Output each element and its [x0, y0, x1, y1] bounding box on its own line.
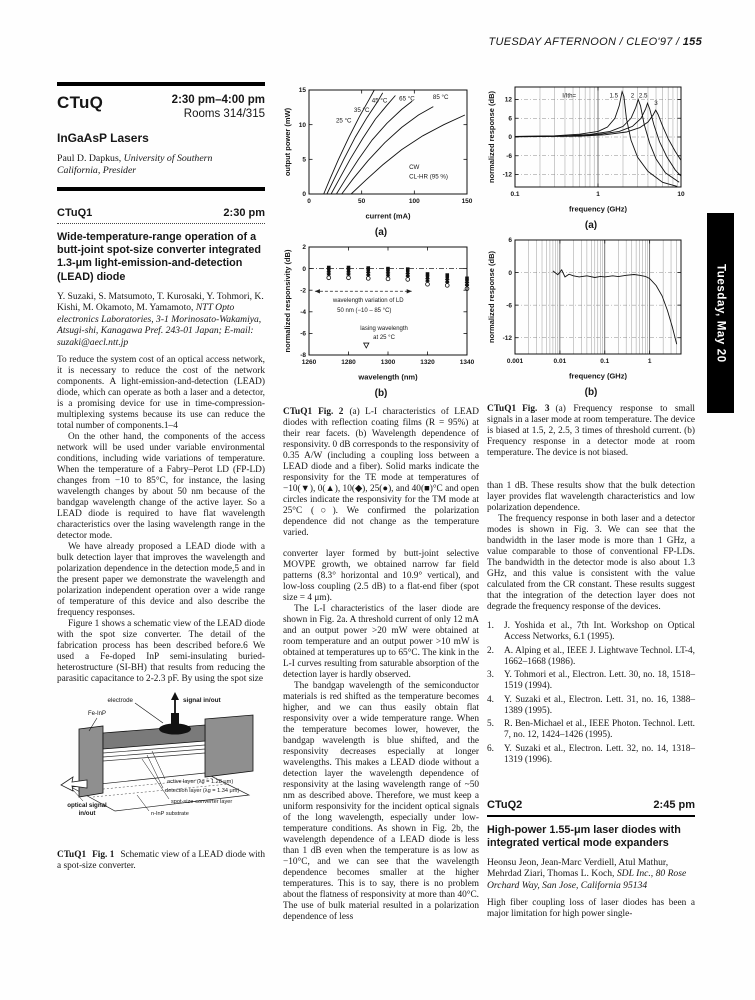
svg-text:0.001: 0.001: [506, 358, 524, 365]
talk2-body: [487, 898, 695, 920]
reference-item: [487, 744, 695, 766]
ref-text: J. Yoshida et al., 7th Int. Workshop on Optical Access Networks, 6.1 (1995).: [504, 621, 695, 642]
talk1-affiliation: NTT Opto electronics Laboratories, 3-1 Morinosato-Wakamiya, Atsugi-shi, Kanagawa Pref. 243-01 Japan; E-mail: suzaki@aecl.ntt.jp: [57, 302, 262, 348]
references: [487, 621, 695, 766]
svg-text:-12: -12: [502, 171, 512, 179]
svg-text:0.1: 0.1: [510, 191, 520, 198]
svg-text:-8: -8: [300, 352, 306, 360]
svg-text:wavelength variation of LD: wavelength variation of LD: [332, 298, 404, 305]
substrate-label: n-InP substrate: [151, 811, 189, 818]
svg-text:45 °C: 45 °C: [371, 97, 388, 105]
talk1-code: CTuQ1: [57, 207, 93, 219]
ref-text: Y. Suzaki et al., Electron. Lett. 31, no. 16, 1388–1389 (1995).: [504, 694, 695, 716]
svg-text:-6: -6: [300, 330, 306, 338]
ref-text: Y. Suzaki et al., Electron. Lett. 32, no. 14, 1318–1319 (1996).: [504, 743, 695, 765]
optical-signal-label2: in/out: [78, 810, 96, 818]
reference-item: [487, 695, 695, 717]
svg-text:35 °C: 35 °C: [353, 107, 370, 115]
talk2-section: [487, 799, 695, 921]
talk1-title: Wide-temperature-range operation of a butt-joint spot-size converter integrated 1.3-μm light-emission-and-detection (LEAD) diode: [57, 231, 261, 283]
feinp-label: Fe-InP: [87, 711, 107, 718]
electrode-label: electrode: [107, 697, 133, 705]
session-title: InGaAsP Lasers: [57, 131, 149, 145]
svg-text:0: 0: [307, 198, 311, 205]
talk1-body-left: [57, 355, 265, 685]
rule-top: [57, 82, 265, 86]
figure2a-sublabel: (a): [374, 227, 388, 238]
rule-bottom: [57, 187, 265, 191]
figure2-caption: [283, 407, 479, 539]
svg-text:1320: 1320: [420, 359, 435, 366]
day-tab: [707, 213, 734, 413]
ref-text: Y. Tohmori et al., Electron. Lett. 30, no. 18, 1518–1519 (1994).: [504, 670, 695, 691]
caption-code: CTuQ1: [57, 850, 87, 861]
figure1-caption: [57, 850, 265, 872]
svg-text:10: 10: [677, 191, 685, 198]
paragraph: Figure 1 shows a schematic view of the LEAD diode with the spot size converter. The detail of the fabrication process has been described before.6 We used a Fe-doped InP semi-insulating buried-heterostructure (SI-BH) that results from reducing the parasitic capacitance to 2-2.3 pF. By using the spot size: [57, 619, 265, 685]
svg-text:0: 0: [508, 134, 512, 142]
ref-number: 1.: [487, 621, 494, 631]
svg-text:2.5: 2.5: [638, 92, 648, 100]
ref-number: 2.: [487, 645, 494, 656]
talk2-header: [487, 799, 695, 813]
svg-text:-4: -4: [300, 309, 306, 316]
caption-fig: Fig. 3: [522, 404, 550, 414]
svg-text:2: 2: [630, 92, 635, 100]
svg-text:-6: -6: [506, 302, 512, 310]
svg-text:current (mA): current (mA): [365, 211, 411, 221]
svg-text:3: 3: [654, 100, 658, 108]
paragraph: On the other hand, the components of the access network will be used under variable environmental conditions, including wide variations of temperature. When the temperature of a Fabry–Perot LD (FP-LD) changes from −10 to 85°C, for instance, the lasing wavelength changes by about 50 nm because of the bandgap wavelength change of the active layer. So a LEAD diode is required to have flat wavelength characteristics over the lasing wavelength range in the detector mode.: [57, 432, 265, 542]
paragraph: To reduce the system cost of an optical access network, it is necessary to reduce the cost of the network components. A light-emission-and-detection (LEAD) diode, which can operate as both a laser and a detector, is a promising device for use in time-compression-multiplexing systems because its use can reduce the total number of components.1–4: [57, 355, 265, 432]
figure3a-chart: [487, 82, 695, 219]
svg-text:25 °C: 25 °C: [335, 117, 352, 125]
svg-text:0: 0: [508, 269, 512, 277]
paragraph: converter layer formed by butt-joint selective MOVPE growth, we obtained narrow far field patterns (8.3° horizontal and 10.9° vertical), and low-loss coupling (2.5 dB) to a flat-end fiber (spot size = 4 μm).: [283, 549, 479, 603]
caption-text: (a) L-I characteristics of LEAD diodes with reflection coating films (R = 95%) at their rear facets. (b) Wavelength dependence of responsivity. 0 dB corresponds to the responsivity of 0.35 A/W (including a coupling loss between a LEAD diode and a fiber). Solid marks indicate the responsivity for the TE mode at temperatures of −10(▼), 0(▲), 10(◆), 25(●), and 40(■)°C and open circles indicate the responsivity for the TM mode at 25°C (○). We confirmed the polarization dependence did not change as the temperature varied.: [283, 407, 479, 538]
session-room: Rooms 314/315: [183, 108, 265, 120]
svg-text:frequency (GHz): frequency (GHz): [569, 204, 627, 214]
ref-number: 4.: [487, 694, 494, 705]
svg-text:1260: 1260: [301, 359, 317, 366]
talk2-author-names: Heonsu Jeon, Jean-Marc Verdiell, Atul Mathur, Mehrdad Ziari, Thomas L. Koch,: [487, 856, 669, 880]
talk1-author-names: Y. Suzaki, S. Matsumoto, T. Kurosaki, Y. Tohmori, K. Kishi, M. Okamoto, M. Yamamoto,: [57, 290, 264, 314]
svg-text:wavelength (nm): wavelength (nm): [358, 372, 418, 382]
talk1-body-middle: [283, 549, 479, 923]
svg-text:10: 10: [298, 121, 306, 129]
svg-text:at 25 °C: at 25 °C: [373, 334, 395, 341]
ssc-layer-label: spot-size-converter layer: [171, 799, 233, 806]
svg-text:6: 6: [508, 115, 512, 123]
day-tab-label: Tuesday, May 20: [714, 263, 727, 363]
active-layer-label: active layer (λg = 1.28 μm): [167, 779, 234, 786]
svg-text:frequency (GHz): frequency (GHz): [569, 371, 627, 381]
svg-text:CL-HR (95 %): CL-HR (95 %): [409, 173, 448, 181]
figure3b-sublabel: (b): [584, 387, 598, 398]
reference-item: [487, 646, 695, 668]
svg-text:normalized responsivity (dB): normalized responsivity (dB): [283, 249, 292, 353]
svg-text:-12: -12: [502, 334, 512, 342]
running-head: [430, 36, 702, 48]
svg-text:CW: CW: [409, 164, 420, 172]
caption-text: Schematic view of a LEAD diode with a spot-size converter.: [57, 850, 265, 872]
svg-text:150: 150: [461, 198, 473, 205]
caption-fig: Fig. 1: [92, 850, 115, 861]
ref-number: 6.: [487, 743, 494, 754]
talk2-time: 2:45 pm: [653, 798, 695, 811]
electrode-shape: [159, 724, 191, 735]
caption-text: (a) Frequency response to small signals in a laser mode at room temperature. The device is biased at 1.5, 2, 2.5, 3 times of threshold current. (b) Frequency response in a detector mode at room temperature. The device is not biased.: [487, 404, 695, 458]
column-middle: [283, 85, 479, 923]
caption-fig: Fig. 2: [318, 407, 344, 417]
paragraph: The frequency response in both laser and a detector modes is shown in Fig. 3. We can see that the bandwidth in the laser mode is more than 1 GHz, a value comparable to those of conventional FP-LDs. The bandwidth in the detector mode is also about 1.3 GHz, and this value is consistent with the value calculated from the CR constant. These results suggest that the integration of the detection layer does not degrade the frequency response of the devices.: [487, 514, 695, 612]
svg-text:85 °C: 85 °C: [432, 94, 449, 102]
ref-number: 3.: [487, 670, 494, 680]
svg-text:normalized response (dB): normalized response (dB): [487, 90, 496, 184]
paragraph: The L-I characteristics of the laser diode are shown in Fig. 2a. A threshold current of only 12 mA and an output power >20 mW were obtained at room temperature and an output power >10 mW is obtained at temperatures up to 65°C. The kink in the L-I curves resulting from saturable absorption of the detection layer is hardly observed.: [283, 604, 479, 680]
svg-text:1: 1: [596, 191, 600, 198]
ref-number: 5.: [487, 719, 494, 729]
paragraph: We have already proposed a LEAD diode with a bulk detection layer that improves the wavelength and polarization dependence in the detection mode,5 and in the present paper we demonstrate the wavelength and polarization independent operation over a wide range of temperature of this device and also describe the frequency responses.: [57, 542, 265, 619]
figure2b-sublabel: (b): [374, 388, 388, 399]
svg-text:50 nm (−10 – 85 °C): 50 nm (−10 – 85 °C): [337, 307, 392, 314]
talk2-code: CTuQ2: [487, 798, 523, 811]
talk1-header: [57, 207, 265, 224]
caption-code: CTuQ1: [487, 404, 517, 414]
talk2-title: High-power 1.55-μm laser diodes with integrated vertical mode expanders: [487, 823, 681, 849]
figure3b-chart: [487, 235, 695, 386]
reference-item: [487, 719, 695, 741]
page-number: 155: [682, 36, 702, 48]
ref-text: R. Ben-Michael et al., IEEE Photon. Technol. Lett. 7, no. 12, 1424–1426 (1995).: [504, 719, 695, 740]
session-code: CTuQ: [57, 93, 104, 112]
paragraph: The bandgap wavelength of the semiconductor materials is red shifted as the temperature becomes higher, and we can thus easily obtain flat responsivity over a wide temperature range. When the temperature becomes lower, however, the bandgap wavelength is blue shifted, and the responsivity decreases especially at longer wavelengths. This makes a LEAD diode without a detection layer the wavelength dependence of responsivity at the lasing wavelength range of ~50 nm as described above. Therefore, we must keep a uniform responsivity for the incident optical signals of the long wavelength, especially under low-temperature conditions. As shown in Fig. 2b, the wavelength dependence of a LEAD diode is less than 1 dB even when the temperature is as low as −10°C, and we can see that the wavelength dependence becomes smaller at the higher temperatures. This is to say, there is no problem about the flatness of responsivity at more than 40°C. The use of bulk material resulted in a polarization dependence of less: [283, 681, 479, 922]
session-header: [57, 82, 265, 191]
talk1-body-right: [487, 481, 695, 613]
paragraph: High fiber coupling loss of laser diodes has been a major limitation for high power single-: [487, 898, 695, 920]
svg-text:lasing wavelength: lasing wavelength: [360, 326, 408, 333]
talk2-authors: [487, 857, 695, 892]
svg-text:2: 2: [302, 244, 306, 252]
svg-text:0: 0: [302, 265, 306, 273]
svg-text:5: 5: [302, 156, 306, 164]
svg-text:I/Ith=: I/Ith=: [562, 92, 577, 100]
paragraph: than 1 dB. These results show that the bulk detection layer provides flat wavelength characteristics and low polarization dependence.: [487, 481, 695, 513]
svg-text:0.1: 0.1: [600, 358, 610, 365]
svg-text:1340: 1340: [459, 359, 475, 366]
svg-text:1: 1: [647, 358, 652, 365]
svg-text:-2: -2: [300, 287, 306, 295]
signal-inout-label: signal in/out: [183, 697, 221, 705]
talk2-rule: [487, 815, 695, 817]
figure2b-chart: [283, 242, 479, 387]
talk1-authors: [57, 291, 265, 349]
svg-text:1300: 1300: [380, 359, 396, 366]
svg-text:15: 15: [298, 87, 306, 95]
svg-text:-6: -6: [506, 152, 512, 160]
svg-text:0: 0: [302, 191, 306, 199]
svg-text:100: 100: [408, 198, 420, 205]
svg-text:0.01: 0.01: [553, 358, 567, 365]
talk1-time: 2:30 pm: [223, 207, 265, 219]
talk2-affiliation: SDL Inc., 80 Rose Orchard Way, San Jose, California 95134: [487, 868, 687, 891]
figure3a-sublabel: (a): [584, 220, 598, 231]
running-head-text: TUESDAY AFTERNOON / CLEO'97 /: [488, 36, 683, 48]
reference-item: [487, 621, 695, 643]
ref-text: A. Alping et al., IEEE J. Lightwave Technol. LT-4, 1662–1668 (1986).: [504, 645, 695, 667]
svg-text:50: 50: [358, 198, 366, 205]
svg-text:output power (mW): output power (mW): [283, 107, 292, 177]
svg-text:65 °C: 65 °C: [399, 95, 415, 103]
column-left: [57, 82, 265, 872]
right-slab: [205, 715, 253, 777]
svg-text:normalized response (dB): normalized response (dB): [487, 250, 496, 344]
optical-signal-label1: optical signal: [67, 802, 107, 810]
caption-code: CTuQ1: [283, 407, 313, 417]
figure2a-chart: [283, 85, 479, 226]
svg-text:1280: 1280: [341, 359, 356, 366]
reference-item: [487, 670, 695, 692]
svg-text:6: 6: [508, 237, 512, 245]
presider-name: Paul D. Dapkus,: [57, 153, 124, 164]
column-right: [487, 82, 695, 920]
detection-layer-label: detection layer (λg = 1.34 μm): [165, 788, 240, 795]
session-time: 2:30 pm–4:00 pm: [171, 94, 265, 106]
presider-affiliation: University of Southern California, Presider: [57, 153, 213, 176]
session-time-room: [172, 93, 265, 121]
session-presider: [57, 153, 217, 177]
svg-text:1.5: 1.5: [609, 92, 619, 100]
figure3-caption: [487, 404, 695, 459]
figure1-schematic: [57, 691, 265, 846]
svg-text:12: 12: [504, 96, 512, 104]
